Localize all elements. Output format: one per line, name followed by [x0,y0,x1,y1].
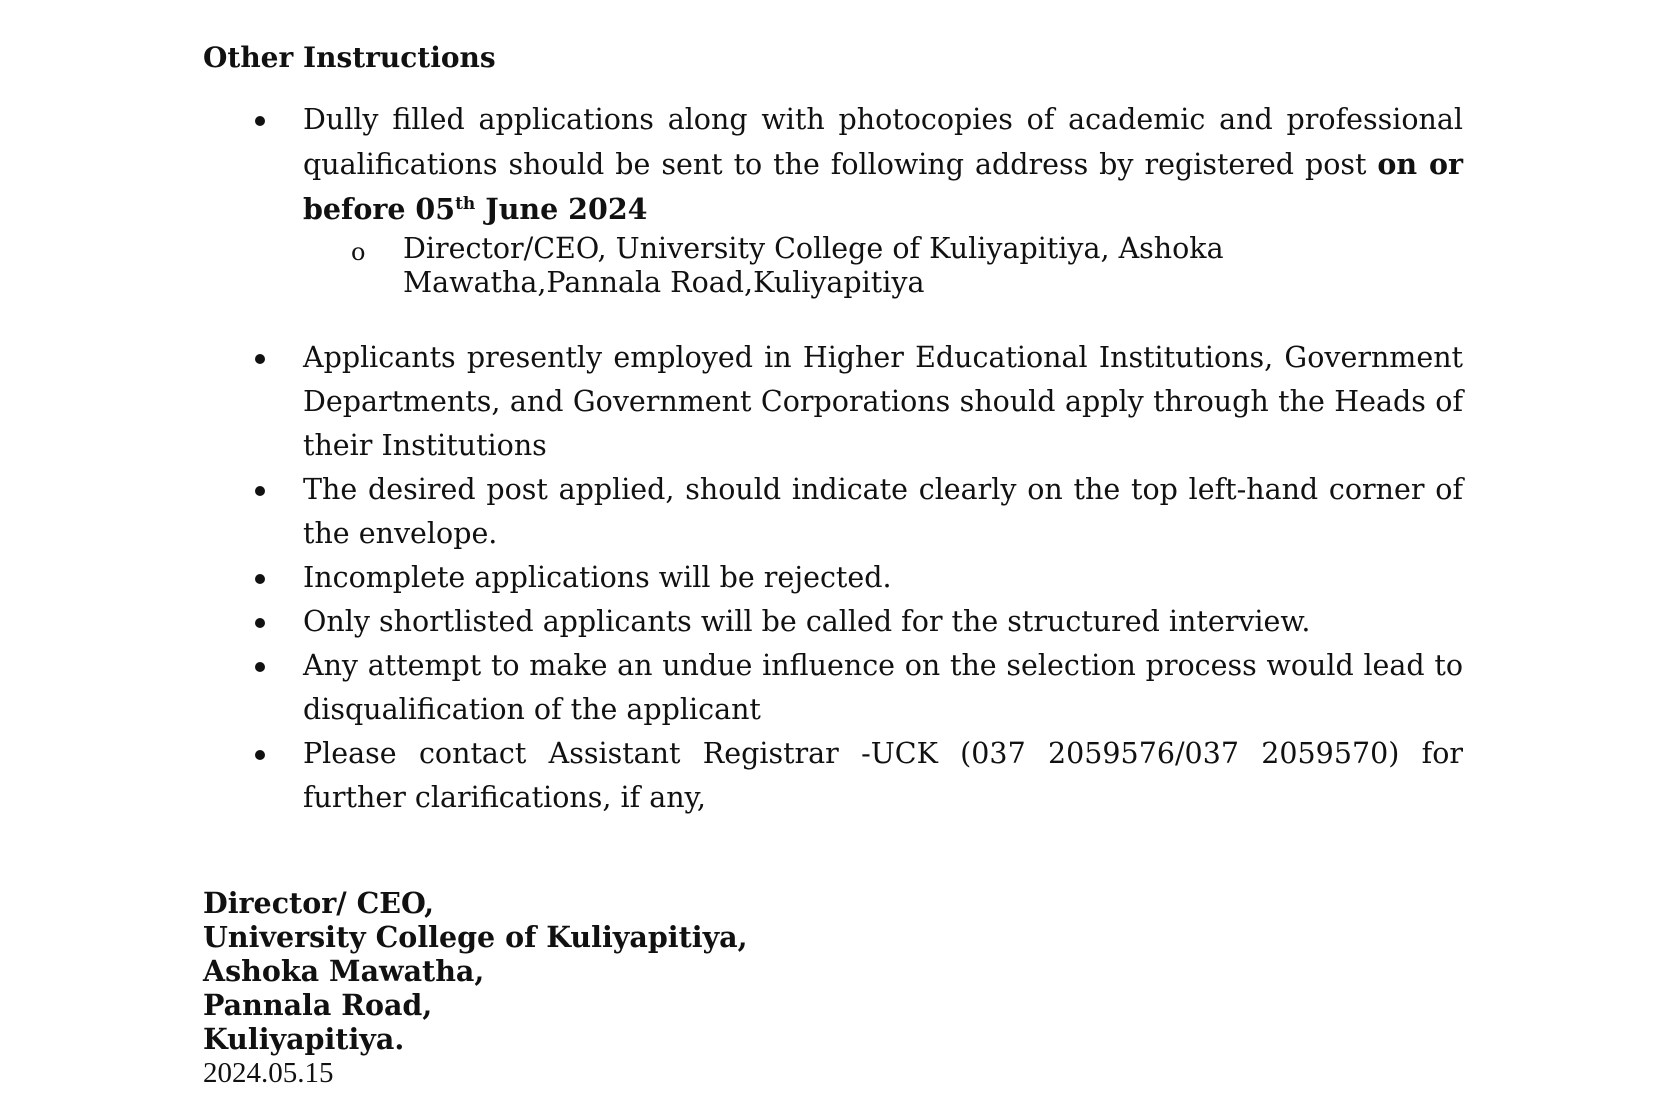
list-item [203,468,1463,556]
deadline-text: on or before 05 [303,147,1463,226]
list-item-text: Any attempt to make an undue influence on the selection process would lead to disqualification of the applicant [303,649,1463,726]
signature-block [203,886,748,1090]
list-item-text: Only shortlisted applicants will be called for the structured interview. [303,605,1311,638]
ordinal-suffix: th [455,194,476,214]
bullet-icon [255,354,265,364]
signature-line: Pannala Road, [203,988,433,1022]
bullet-icon [255,116,265,126]
bullet-icon [255,574,265,584]
list-item-text-part: Dully filled applications along with photocopies of academic and professional qualifications should be sent to the following address by registered post [303,103,1463,181]
address-sublist [303,232,1463,300]
list-item [203,600,1463,644]
signature-line: University College of Kuliyapitiya, [203,920,748,954]
signature-line: Kuliyapitiya. [203,1022,405,1056]
list-item [203,556,1463,600]
list-item-text: Please contact Assistant Registrar -UCK (037 2059576/037 2059570) for further clarifications, if any, [303,737,1463,814]
section-heading: Other Instructions [203,41,496,74]
signature-date: 2024.05.15 [203,1057,334,1089]
address-text: Director/CEO, University College of Kuliyapitiya, Ashoka Mawatha,Pannala Road,Kuliyapitiya [403,232,1224,299]
signature-line: Director/ CEO, [203,886,435,920]
list-item [203,336,1463,468]
list-item-text [303,98,1463,232]
signature-line: Ashoka Mawatha, [203,954,485,988]
list-item [203,732,1463,820]
deadline-text-end: June 2024 [475,192,648,226]
list-item [203,98,1463,300]
circle-bullet-icon: o [351,238,366,266]
instructions-list [203,98,1463,820]
bullet-icon [255,750,265,760]
list-item-text: Applicants presently employed in Higher Educational Institutions, Government Departments, and Government Corporations should apply through the Heads of their Institutions [303,341,1463,462]
bullet-icon [255,618,265,628]
list-item-text: Incomplete applications will be rejected. [303,561,892,594]
list-item-text: The desired post applied, should indicate clearly on the top left-hand corner of the envelope. [303,473,1463,550]
bullet-icon [255,662,265,672]
list-item [203,644,1463,732]
bullet-icon [255,486,265,496]
sub-list-item [303,232,1463,300]
